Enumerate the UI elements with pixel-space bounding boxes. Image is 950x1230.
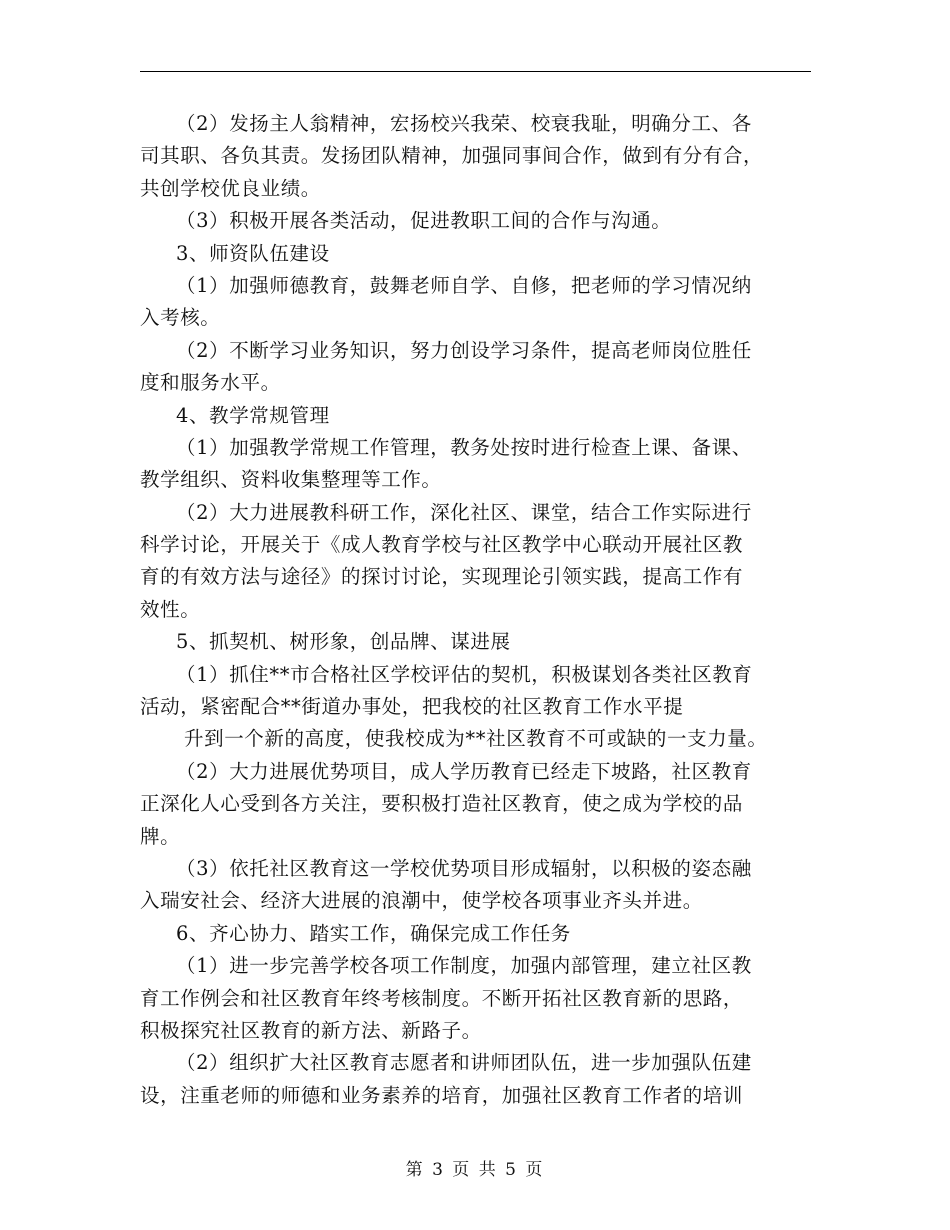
text-line: 育工作例会和社区教育年终考核制度。不断开拓社区教育新的思路， (140, 986, 744, 1010)
text-line: 育的有效方法与途径》的探讨讨论，实现理论引领实践，提高工作有 (140, 565, 744, 589)
text-line: 牌。 (140, 824, 181, 848)
text-line: （1）进一步完善学校各项工作制度，加强内部管理，建立社区教 (176, 954, 752, 978)
text-line: 科学讨论，开展关于《成人教育学校与社区教学中心联动开展社区教 (140, 533, 744, 557)
text-line: 入瑞安社会、经济大进展的浪潮中，使学校各项事业齐头并进。 (140, 889, 703, 913)
text-line: 效性。 (140, 597, 201, 621)
text-line: （2）不断学习业务知识，努力创设学习条件，提高老师岗位胜任 (176, 338, 752, 362)
text-line: 升到一个新的高度，使我校成为**社区教育不可或缺的一支力量。 (184, 727, 768, 751)
text-line: 度和服务水平。 (140, 371, 281, 395)
text-line: 4、教学常规管理 (176, 403, 330, 427)
text-line: 设，注重老师的师德和业务素养的培育，加强社区教育工作者的培训 (140, 1083, 744, 1107)
text-line: 入考核。 (140, 306, 221, 330)
text-line: （2）大力进展优势项目，成人学历教育已经走下坡路，社区教育 (176, 759, 752, 783)
text-line: （1）加强师德教育，鼓舞老师自学、自修，把老师的学习情况纳 (176, 273, 752, 297)
text-line: 6、齐心协力、踏实工作，确保完成工作任务 (176, 921, 571, 945)
text-line: 活动，紧密配合**街道办事处，把我校的社区教育工作水平提 (140, 695, 684, 719)
text-line: （1）抓住**市合格社区学校评估的契机，积极谋划各类社区教育 (176, 662, 753, 686)
text-line: 3、师资队伍建设 (176, 241, 330, 265)
text-line: （1）加强教学常规工作管理，教务处按时进行检查上课、备课、 (176, 435, 752, 459)
page-number-footer: 第 3 页 共 5 页 (405, 1160, 545, 1180)
text-line: 5、抓契机、树形象，创品牌、谋进展 (176, 630, 511, 654)
text-line: （3）积极开展各类活动，促进教职工间的合作与沟通。 (176, 209, 672, 233)
text-line: 积极探究社区教育的新方法、新路子。 (140, 1018, 482, 1042)
text-line: 教学组织、资料收集整理等工作。 (140, 468, 442, 492)
text-line: 司其职、各负其责。发扬团队精神，加强同事间合作，做到有分有合， (140, 144, 764, 168)
text-line: 正深化人心受到各方关注，要积极打造社区教育，使之成为学校的品 (140, 792, 744, 816)
text-line: （2）大力进展教科研工作，深化社区、课堂，结合工作实际进行 (176, 500, 752, 524)
text-line: （2）组织扩大社区教育志愿者和讲师团队伍，进一步加强队伍建 (176, 1051, 752, 1075)
text-line: 共创学校优良业绩。 (140, 176, 321, 200)
text-line: （3）依托社区教育这一学校优势项目形成辐射，以积极的姿态融 (176, 856, 752, 880)
text-line: （2）发扬主人翁精神，宏扬校兴我荣、校衰我耻，明确分工、各 (176, 112, 752, 135)
header-rule (140, 71, 811, 72)
document-body (140, 108, 820, 1112)
